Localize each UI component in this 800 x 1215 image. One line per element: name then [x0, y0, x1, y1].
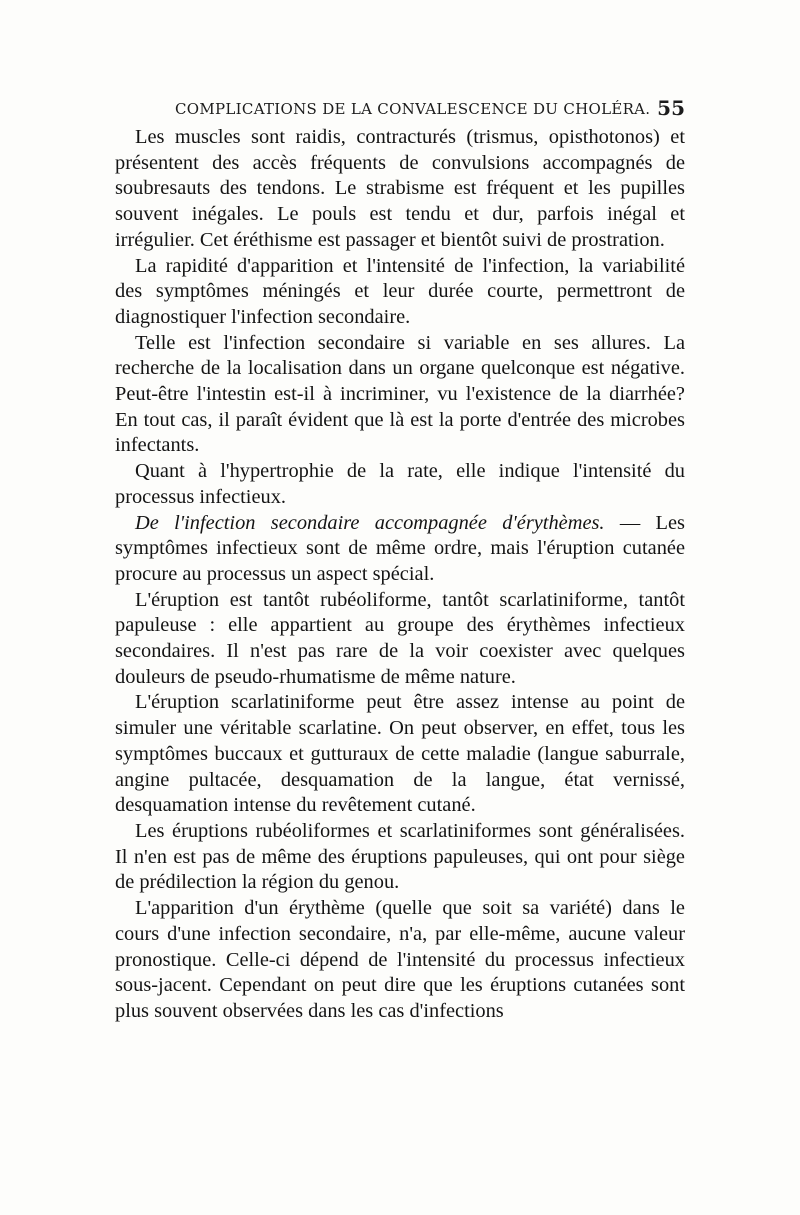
paragraph: De l'infection secondaire accompagnée d'érythèmes. — Les symptômes infectieux sont de même ordre, mais l'éruption cutanée procure au processus un aspect spécial. — [115, 511, 685, 585]
running-head — [175, 96, 685, 124]
paragraph: Quant à l'hypertrophie de la rate, elle indique l'intensité du processus infectieux. — [115, 460, 685, 508]
paragraph: La rapidité d'apparition et l'intensité de l'infection, la variabilité des symptômes méningés et leur durée courte, permettront de diagnostiquer l'infection secondaire. — [115, 254, 685, 328]
paragraph: Les muscles sont raidis, contracturés (trismus, opisthotonos) et présentent des accès fréquents de convulsions accompagnés de soubresauts des tendons. Le strabisme est fréquent et les pupilles souvent inégales. Le pouls est tendu et dur, parfois inégal et irrégulier. Cet éréthisme est passager et bientôt suivi de prostration. — [115, 126, 685, 251]
section-heading: De l'infection secondaire accompagnée d'érythèmes. — [135, 511, 605, 534]
paragraph: L'éruption scarlatiniforme peut être assez intense au point de simuler une véritable scarlatine. On peut observer, en effet, tous les symptômes buccaux et gutturaux de cette maladie (langue saburrale, angine pultacée, desquamation de la langue, état vernissé, desquamation intense du revêtement cutané. — [115, 691, 685, 817]
running-title: COMPLICATIONS DE LA CONVALESCENCE DU CHOLÉRA. — [175, 100, 651, 118]
paragraph: Les éruptions rubéoliformes et scarlatiniformes sont généralisées. Il n'en est pas de même des éruptions papuleuses, qui ont pour siège de prédilection la région du genou. — [115, 819, 685, 894]
page-number: 55 — [657, 96, 685, 120]
paragraph: L'éruption est tantôt rubéoliforme, tantôt scarlatiniforme, tantôt papuleuse : elle appartient au groupe des érythèmes infectieux secondaires. Il n'est pas rare de la voir coexister avec quelques douleurs de pseudo-rhumatisme de même nature. — [115, 588, 685, 688]
body-text — [115, 125, 685, 1025]
paragraph: Telle est l'infection secondaire si variable en ses allures. La recherche de la localisation dans un organe quelconque est négative. Peut-être l'intestin est-il à incriminer, vu l'existence de la diarrhée? En tout cas, il paraît évident que là est la porte d'entrée des microbes infectants. — [115, 331, 685, 457]
paragraph: L'apparition d'un érythème (quelle que soit sa variété) dans le cours d'une infection secondaire, n'a, par elle-même, aucune valeur pronostique. Celle-ci dépend de l'intensité du processus infectieux sous-jacent. Cependant on peut dire que les éruptions cutanées sont plus souvent observées dans les cas d'infections — [115, 897, 685, 1022]
